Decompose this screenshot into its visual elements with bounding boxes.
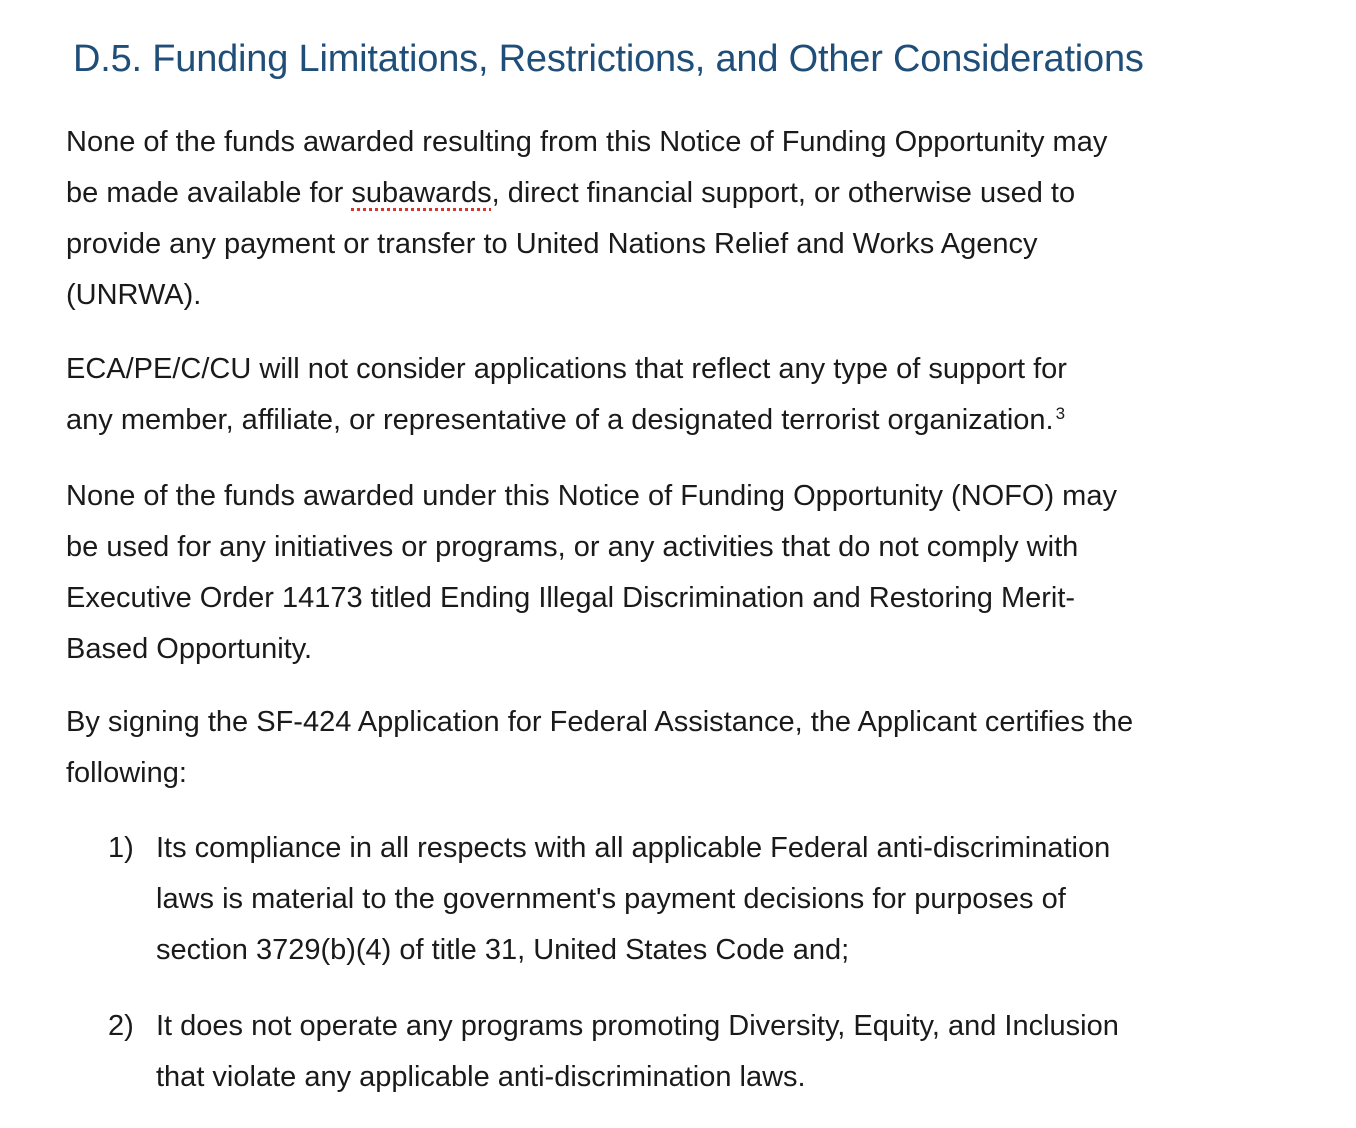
paragraph-line: None of the funds awarded resulting from this Notice of Funding Opportunity may [66, 126, 1108, 158]
paragraph-line [66, 395, 1266, 446]
paragraph-terrorist-organization [66, 344, 1266, 446]
section-heading: D.5. Funding Limitations, Restrictions, and Other Considerations [73, 38, 1144, 80]
paragraph-line: Based Opportunity. [66, 633, 313, 665]
list-line: section 3729(b)(4) of title 31, United States Code and; [156, 934, 850, 966]
paragraph-executive-order [66, 471, 1266, 675]
paragraph-line: ECA/PE/C/CU will not consider applications that reflect any type of support for [66, 353, 1067, 385]
list-line: It does not operate any programs promoting Diversity, Equity, and Inclusion [156, 1010, 1119, 1042]
text-fragment: be made available for [66, 177, 352, 209]
list-item-text [156, 823, 1258, 976]
list-line: laws is material to the government's payment decisions for purposes of [156, 883, 1066, 915]
paragraph-unrwa [66, 117, 1266, 321]
list-number: 2) [108, 1010, 134, 1042]
paragraph-line: (UNRWA). [66, 279, 202, 311]
paragraph-line: provide any payment or transfer to United Nations Relief and Works Agency [66, 228, 1038, 260]
list-number: 1) [108, 832, 134, 864]
paragraph-line: be used for any initiatives or programs, or any activities that do not comply with [66, 531, 1079, 563]
spellcheck-flagged-word[interactable]: subawards [351, 177, 492, 209]
paragraph-line: By signing the SF-424 Application for Federal Assistance, the Applicant certifies the [66, 706, 1134, 738]
text-fragment: , direct financial support, or otherwise used to [491, 177, 1076, 209]
paragraph-line: following: [66, 757, 187, 789]
list-line: that violate any applicable anti-discrimination laws. [156, 1061, 806, 1093]
paragraph-line [66, 168, 1266, 219]
paragraph-certification [66, 697, 1266, 799]
text-fragment: any member, affiliate, or representative of a designated terrorist organization. [66, 404, 1054, 436]
paragraph-line: Executive Order 14173 titled Ending Illegal Discrimination and Restoring Merit- [66, 582, 1076, 614]
paragraph-line: None of the funds awarded under this Notice of Funding Opportunity (NOFO) may [66, 480, 1117, 512]
list-line: Its compliance in all respects with all applicable Federal anti-discrimination [156, 832, 1111, 864]
footnote-reference[interactable]: 3 [1055, 404, 1066, 423]
list-item [108, 1001, 1258, 1103]
list-item [108, 823, 1258, 976]
list-item-text [156, 1001, 1258, 1103]
